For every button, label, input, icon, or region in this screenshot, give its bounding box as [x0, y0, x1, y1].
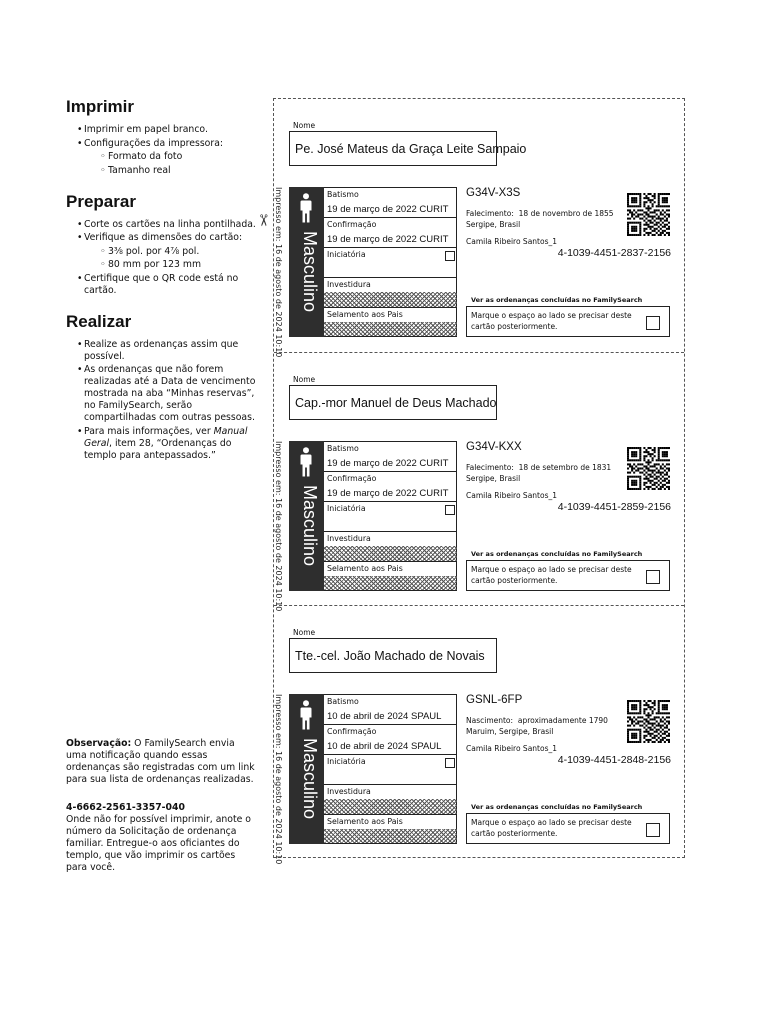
note-label: Observação:	[66, 738, 132, 749]
keep-card-box	[466, 560, 670, 591]
keep-card-checkbox[interactable]	[646, 316, 660, 330]
person-icon	[299, 447, 313, 477]
prepare-subitem: ◦ 3⅜ pol. por 4⅞ pol.	[102, 246, 262, 258]
familysearch-label: Ver as ordenanças concluídas no FamilySearch	[471, 296, 643, 304]
record-id: GSNL-6FP	[466, 694, 523, 706]
gender-label: Masculino	[300, 231, 320, 313]
prepare-item: • Verifique as dimensões do cartão: ◦ 3⅜ pol. por 4⅞ pol. ◦ 80 mm por 123 mm	[78, 232, 262, 271]
keep-card-box	[466, 813, 670, 844]
submitter: Camila Ribeiro Santos_1	[466, 491, 557, 500]
initiatory-label: Iniciatória	[324, 755, 457, 769]
ordinance-number: 4-1039-4451-2837-2156	[557, 247, 671, 259]
sealing-label: Selamento aos Pais	[327, 310, 403, 319]
confirmation-label: Confirmação	[327, 727, 377, 736]
keep-card-box	[466, 306, 670, 337]
life-event: Falecimento: 18 de setembro de 1831 Sergipe, Brasil	[466, 463, 612, 483]
confirmation-date: 19 de março de 2022 CURIT	[327, 488, 449, 499]
perform-item: • As ordenanças que não forem realizadas até a Data de vencimento mostrada na aba “Minhas reservas”, no FamilySearch, serão compartilhadas com outras pessoas.	[78, 364, 262, 424]
person-icon	[299, 193, 313, 223]
confirmation-label: Confirmação	[327, 474, 377, 483]
printed-date: Impresso em: 16 de agosto de 2024 10:10	[274, 694, 283, 865]
ordinances-table	[324, 441, 457, 591]
print-subitem: ◦ Formato da foto	[102, 151, 262, 163]
keep-card-text: Marque o espaço ao lado se precisar deste cartão posteriormente.	[471, 818, 632, 838]
perform-item: • Realize as ordenanças assim que possível.	[78, 339, 262, 363]
note-text: O FamilySearch envia uma notificação quando essas ordenanças são registradas com um link para sua lista de ordenanças realizadas.	[66, 738, 255, 785]
request-text: Onde não for possível imprimir, anote o número da Solicitação de ordenança familiar. Entregue-o aos oficiantes do templo, que vão imprimir os cartões para você.	[66, 814, 251, 873]
prepare-item: • Certifique que o QR code está no cartão.	[78, 273, 262, 297]
person-name: Tte.-cel. João Machado de Novais	[289, 638, 497, 673]
initiatory-checkbox	[445, 505, 455, 515]
endowment-label: Investidura	[327, 280, 371, 289]
ordinances-table	[324, 187, 457, 337]
sealing-label: Selamento aos Pais	[327, 817, 403, 826]
confirmation-date: 10 de abril de 2024 SPAUL	[327, 741, 442, 752]
record-id: G34V-X3S	[466, 187, 521, 199]
gender-bar	[289, 441, 324, 591]
printed-date: Impresso em: 16 de agosto de 2024 10:10	[274, 187, 283, 358]
baptism-date: 19 de março de 2022 CURIT	[327, 458, 449, 469]
ordinance-number: 4-1039-4451-2848-2156	[557, 754, 671, 766]
life-event: Nascimento: aproximadamente 1790 Maruim, Sergipe, Brasil	[466, 716, 608, 736]
endowment-hatched	[324, 799, 457, 814]
person-icon	[299, 700, 313, 730]
manual-reference: Manual Geral	[84, 425, 248, 449]
sealing-label: Selamento aos Pais	[327, 564, 403, 573]
name-label: Nome	[293, 375, 316, 384]
life-event: Falecimento: 18 de novembro de 1855 Sergipe, Brasil	[466, 209, 614, 229]
keep-card-checkbox[interactable]	[646, 570, 660, 584]
ordinance-card	[274, 352, 684, 612]
ordinance-number: 4-1039-4451-2859-2156	[557, 501, 671, 513]
baptism-date: 19 de março de 2022 CURIT	[327, 204, 449, 215]
initiatory-label: Iniciatória	[324, 502, 457, 516]
person-name: Pe. José Mateus da Graça Leite Sampaio	[289, 131, 497, 166]
prepare-section	[66, 191, 262, 297]
print-heading: Imprimir	[66, 97, 135, 116]
qr-code	[627, 700, 670, 743]
prepare-heading: Preparar	[66, 191, 136, 211]
person-name: Cap.-mor Manuel de Deus Machado	[289, 385, 497, 420]
confirmation-label: Confirmação	[327, 220, 377, 229]
familysearch-label: Ver as ordenanças concluídas no FamilySearch	[471, 550, 643, 558]
baptism-label: Batismo	[327, 444, 359, 453]
prepare-item: • Corte os cartões na linha pontilhada.	[78, 219, 262, 231]
name-label: Nome	[293, 121, 316, 130]
perform-section	[66, 311, 262, 462]
instructions-panel	[66, 96, 262, 476]
scissors-icon: ✂	[254, 213, 274, 228]
familysearch-label: Ver as ordenanças concluídas no FamilySearch	[471, 803, 643, 811]
endowment-hatched	[324, 292, 457, 307]
baptism-label: Batismo	[327, 190, 359, 199]
gender-label: Masculino	[300, 485, 320, 567]
initiatory-label: Iniciatória	[324, 248, 457, 262]
sealing-hatched	[324, 576, 457, 590]
record-id: G34V-KXX	[466, 441, 522, 453]
keep-card-checkbox[interactable]	[646, 823, 660, 837]
print-section	[66, 96, 262, 177]
printed-date: Impresso em: 16 de agosto de 2024 10:10	[274, 441, 283, 612]
submitter: Camila Ribeiro Santos_1	[466, 744, 557, 753]
name-label: Nome	[293, 628, 316, 637]
print-subitem: ◦ Tamanho real	[102, 165, 262, 177]
cards-sheet	[273, 98, 685, 865]
perform-item: • Para mais informações, ver Manual Geral, item 28, “Ordenanças do templo para antepassados.”	[78, 426, 262, 462]
qr-code	[627, 193, 670, 236]
baptism-date: 10 de abril de 2024 SPAUL	[327, 711, 442, 722]
keep-card-text: Marque o espaço ao lado se precisar deste cartão posteriormente.	[471, 311, 632, 331]
sealing-hatched	[324, 829, 457, 843]
gender-bar	[289, 694, 324, 844]
print-item: • Imprimir em papel branco.	[78, 124, 262, 136]
qr-code	[627, 447, 670, 490]
gender-bar	[289, 187, 324, 337]
print-item: • Configurações da impressora: ◦ Formato da foto ◦ Tamanho real	[78, 138, 262, 177]
endowment-label: Investidura	[327, 787, 371, 796]
initiatory-checkbox	[445, 251, 455, 261]
prepare-subitem: ◦ 80 mm por 123 mm	[102, 259, 262, 271]
sealing-hatched	[324, 322, 457, 336]
ordinance-card	[274, 99, 684, 358]
observation-note	[66, 738, 256, 874]
endowment-hatched	[324, 546, 457, 561]
submitter: Camila Ribeiro Santos_1	[466, 237, 557, 246]
confirmation-date: 19 de março de 2022 CURIT	[327, 234, 449, 245]
ordinance-card	[274, 605, 684, 865]
initiatory-checkbox	[445, 758, 455, 768]
endowment-label: Investidura	[327, 534, 371, 543]
ordinances-table	[324, 694, 457, 844]
baptism-label: Batismo	[327, 697, 359, 706]
perform-heading: Realizar	[66, 311, 132, 331]
keep-card-text: Marque o espaço ao lado se precisar deste cartão posteriormente.	[471, 565, 632, 585]
request-number: 4-6662-2561-3357-040	[66, 802, 185, 813]
gender-label: Masculino	[300, 738, 320, 820]
